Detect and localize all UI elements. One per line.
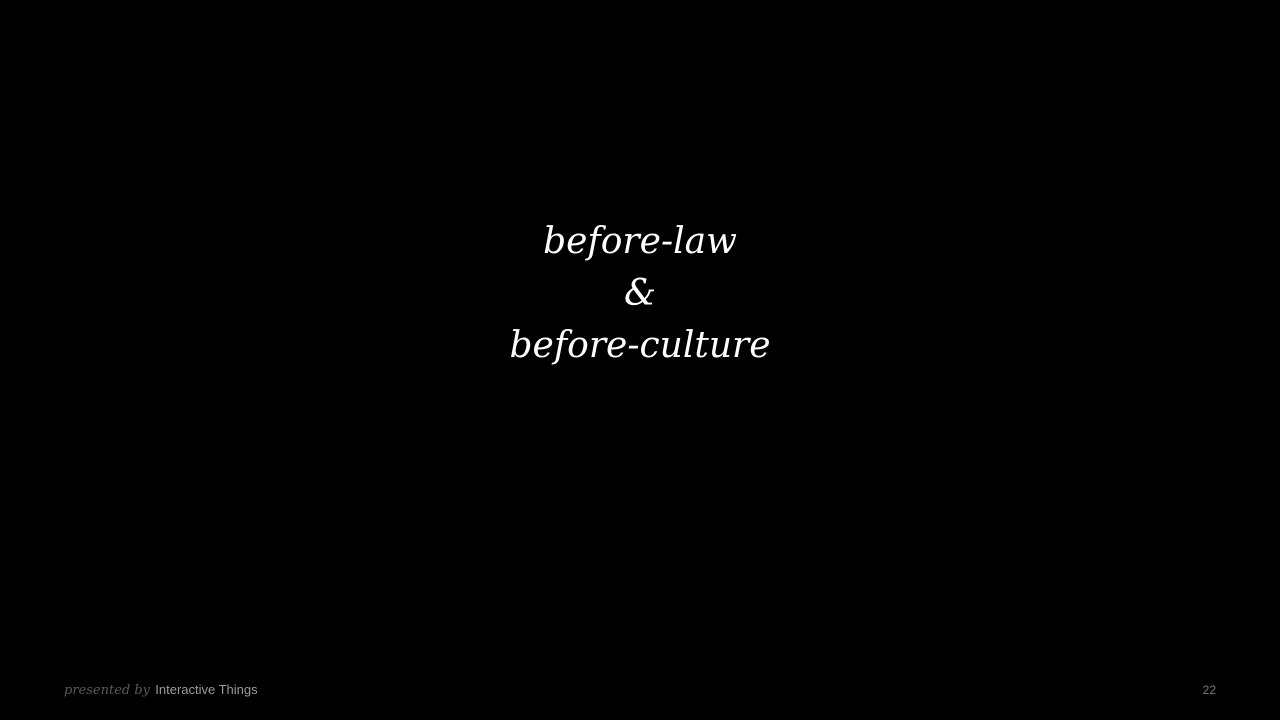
title-line-1: before-law: [543, 221, 737, 262]
title-line-2: before-culture: [509, 325, 771, 366]
company-name: Interactive Things: [155, 682, 258, 697]
slide-title: [0, 216, 1280, 372]
presented-by-label: presented by: [64, 683, 151, 698]
title-ampersand: &: [623, 273, 657, 314]
page-number: 22: [1202, 683, 1216, 697]
footer-credit: [64, 682, 258, 699]
